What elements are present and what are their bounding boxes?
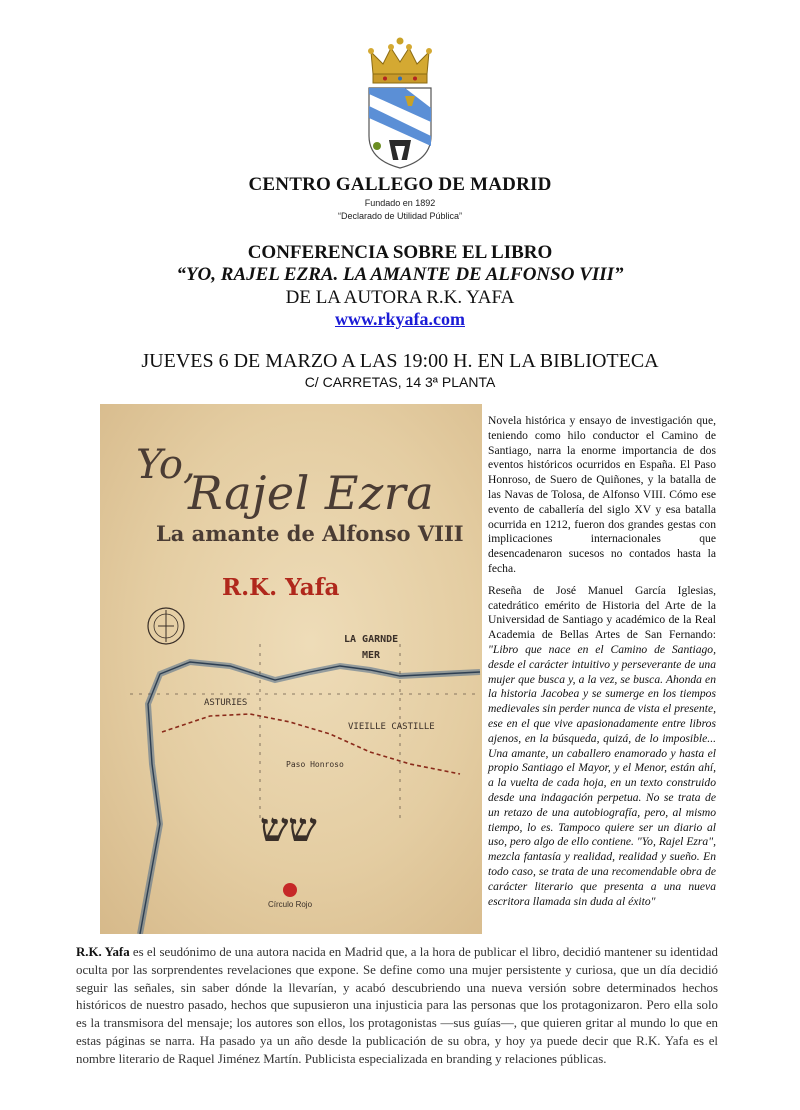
author-bio xyxy=(76,944,718,1069)
coat-of-arms-logo xyxy=(365,36,435,171)
map-label-castille: VIEILLE CASTILLE xyxy=(348,722,435,732)
website-link[interactable]: www.rkyafa.com xyxy=(335,309,465,329)
map-label-mer: MER xyxy=(362,650,381,661)
author-line: DE LA AUTORA R.K. YAFA xyxy=(285,287,515,308)
review-intro: Reseña de José Manuel García Iglesias, catedrático emérito de Historia del Arte de la Universidad de Santiago y académico de la Real Academia de Bellas Artes de San Fernando: xyxy=(488,583,716,642)
book-description xyxy=(488,414,716,916)
map-label-sea: LA GARNDE xyxy=(344,634,399,645)
cover-subtitle: La amante de Alfonso VIII xyxy=(156,521,464,546)
public-utility-text: “Declarado de Utilidad Pública” xyxy=(337,211,463,221)
map-label-paso-honroso: Paso Honroso xyxy=(286,760,344,769)
bio-author-name: R.K. Yafa xyxy=(76,945,130,959)
founded-text: Fundado en 1892 xyxy=(364,198,436,208)
cover-publisher: Círculo Rojo xyxy=(268,900,313,909)
map-label-asturies: ASTURIES xyxy=(204,698,248,708)
book-cover-image xyxy=(100,404,482,934)
cover-title: Rajel Ezra xyxy=(188,466,435,520)
organization-name: CENTRO GALLEGO DE MADRID xyxy=(248,174,552,195)
synopsis-paragraph: Novela histórica y ensayo de investigación que, teniendo como hilo conductor el Camino de Santiago, narra la enorme importancia de dos eventos históricos ocurridos en España. El Paso Honroso, de Suero de Quiñones, y la batalla de las Navas de Tolosa, de Alfonso VIII. Cómo ese evento de caballería del siglo XV y esa batalla ocurrida en 1212, fueron dos grandes gestas con implicaciones internacionales que desencadenaron sucesos no contados hasta la fecha. xyxy=(488,414,716,575)
cover-yo-text: Yo, xyxy=(136,442,196,488)
cover-author: R.K. Yafa xyxy=(222,574,340,601)
review-paragraph xyxy=(488,584,716,910)
conference-heading: CONFERENCIA SOBRE EL LIBRO xyxy=(247,242,553,263)
review-quote: "Libro que nace en el Camino de Santiago, desde el carácter intuitivo y perseverante de una mujer que busca y, a la vez, se busca. Ahonda en la historia Jacobea y se sumerge en los tiempos medievales sin perder nunca de vista el presente, ese en el que vive apasionadamente entre libros ajenos, en la búsqueda, quizá, de lo imposible... Una amante, un caballero enamorado y hasta el propio Santiago el Mayor, y el Menor, están ahí, a la vuelta de cada hoja, en un texto construido desde una indagación perpetua. No se trata de un retazo de una autobiografía, pero, al mismo tiempo, lo es. Tampoco quiere ser un diario al uso, pero algo de ello contiene. "Yo, Rajel Ezra", mezcla fantasía y realidad, realidad y sueño. En todo caso, se trata de una recomendable obra de carácter literario que presenta a una nueva escritora llamada sin duda al éxito" xyxy=(488,642,716,908)
book-title: “YO, RAJEL EZRA. LA AMANTE DE ALFONSO VIII” xyxy=(176,264,624,285)
cover-hebrew-letters: שש xyxy=(260,804,317,851)
event-datetime: JUEVES 6 DE MARZO A LAS 19:00 H. EN LA BIBLIOTECA xyxy=(141,350,659,372)
event-address: C/ CARRETAS, 14 3ª PLANTA xyxy=(304,374,496,390)
bio-text: es el seudónimo de una autora nacida en Madrid que, a la hora de publicar el libro, decidió mantener su identidad oculta por las sorprendentes revelaciones que expone. Se define como una mujer persistente y curiosa, que un día decidió seguir las señales, sin saber dónde la llevarían, y acabó descubriendo una nueva versión sobre determinados hechos históricos de nuestro pasado, hechos que supusieron una injusticia para las personas que los protagonizaron. Pero ella solo es la transmisora del mensaje; los autores son ellos, los protagonistas —sus guías—, que quieren gritar al mundo lo que en estas páginas se narra. Ha pasado ya un año desde la publicación de su obra, y hoy ya puede decir que R.K. Yafa es el nombre literario de Raquel Jiménez Martín. Publicista especializada en branding y relaciones públicas. xyxy=(76,945,718,1066)
